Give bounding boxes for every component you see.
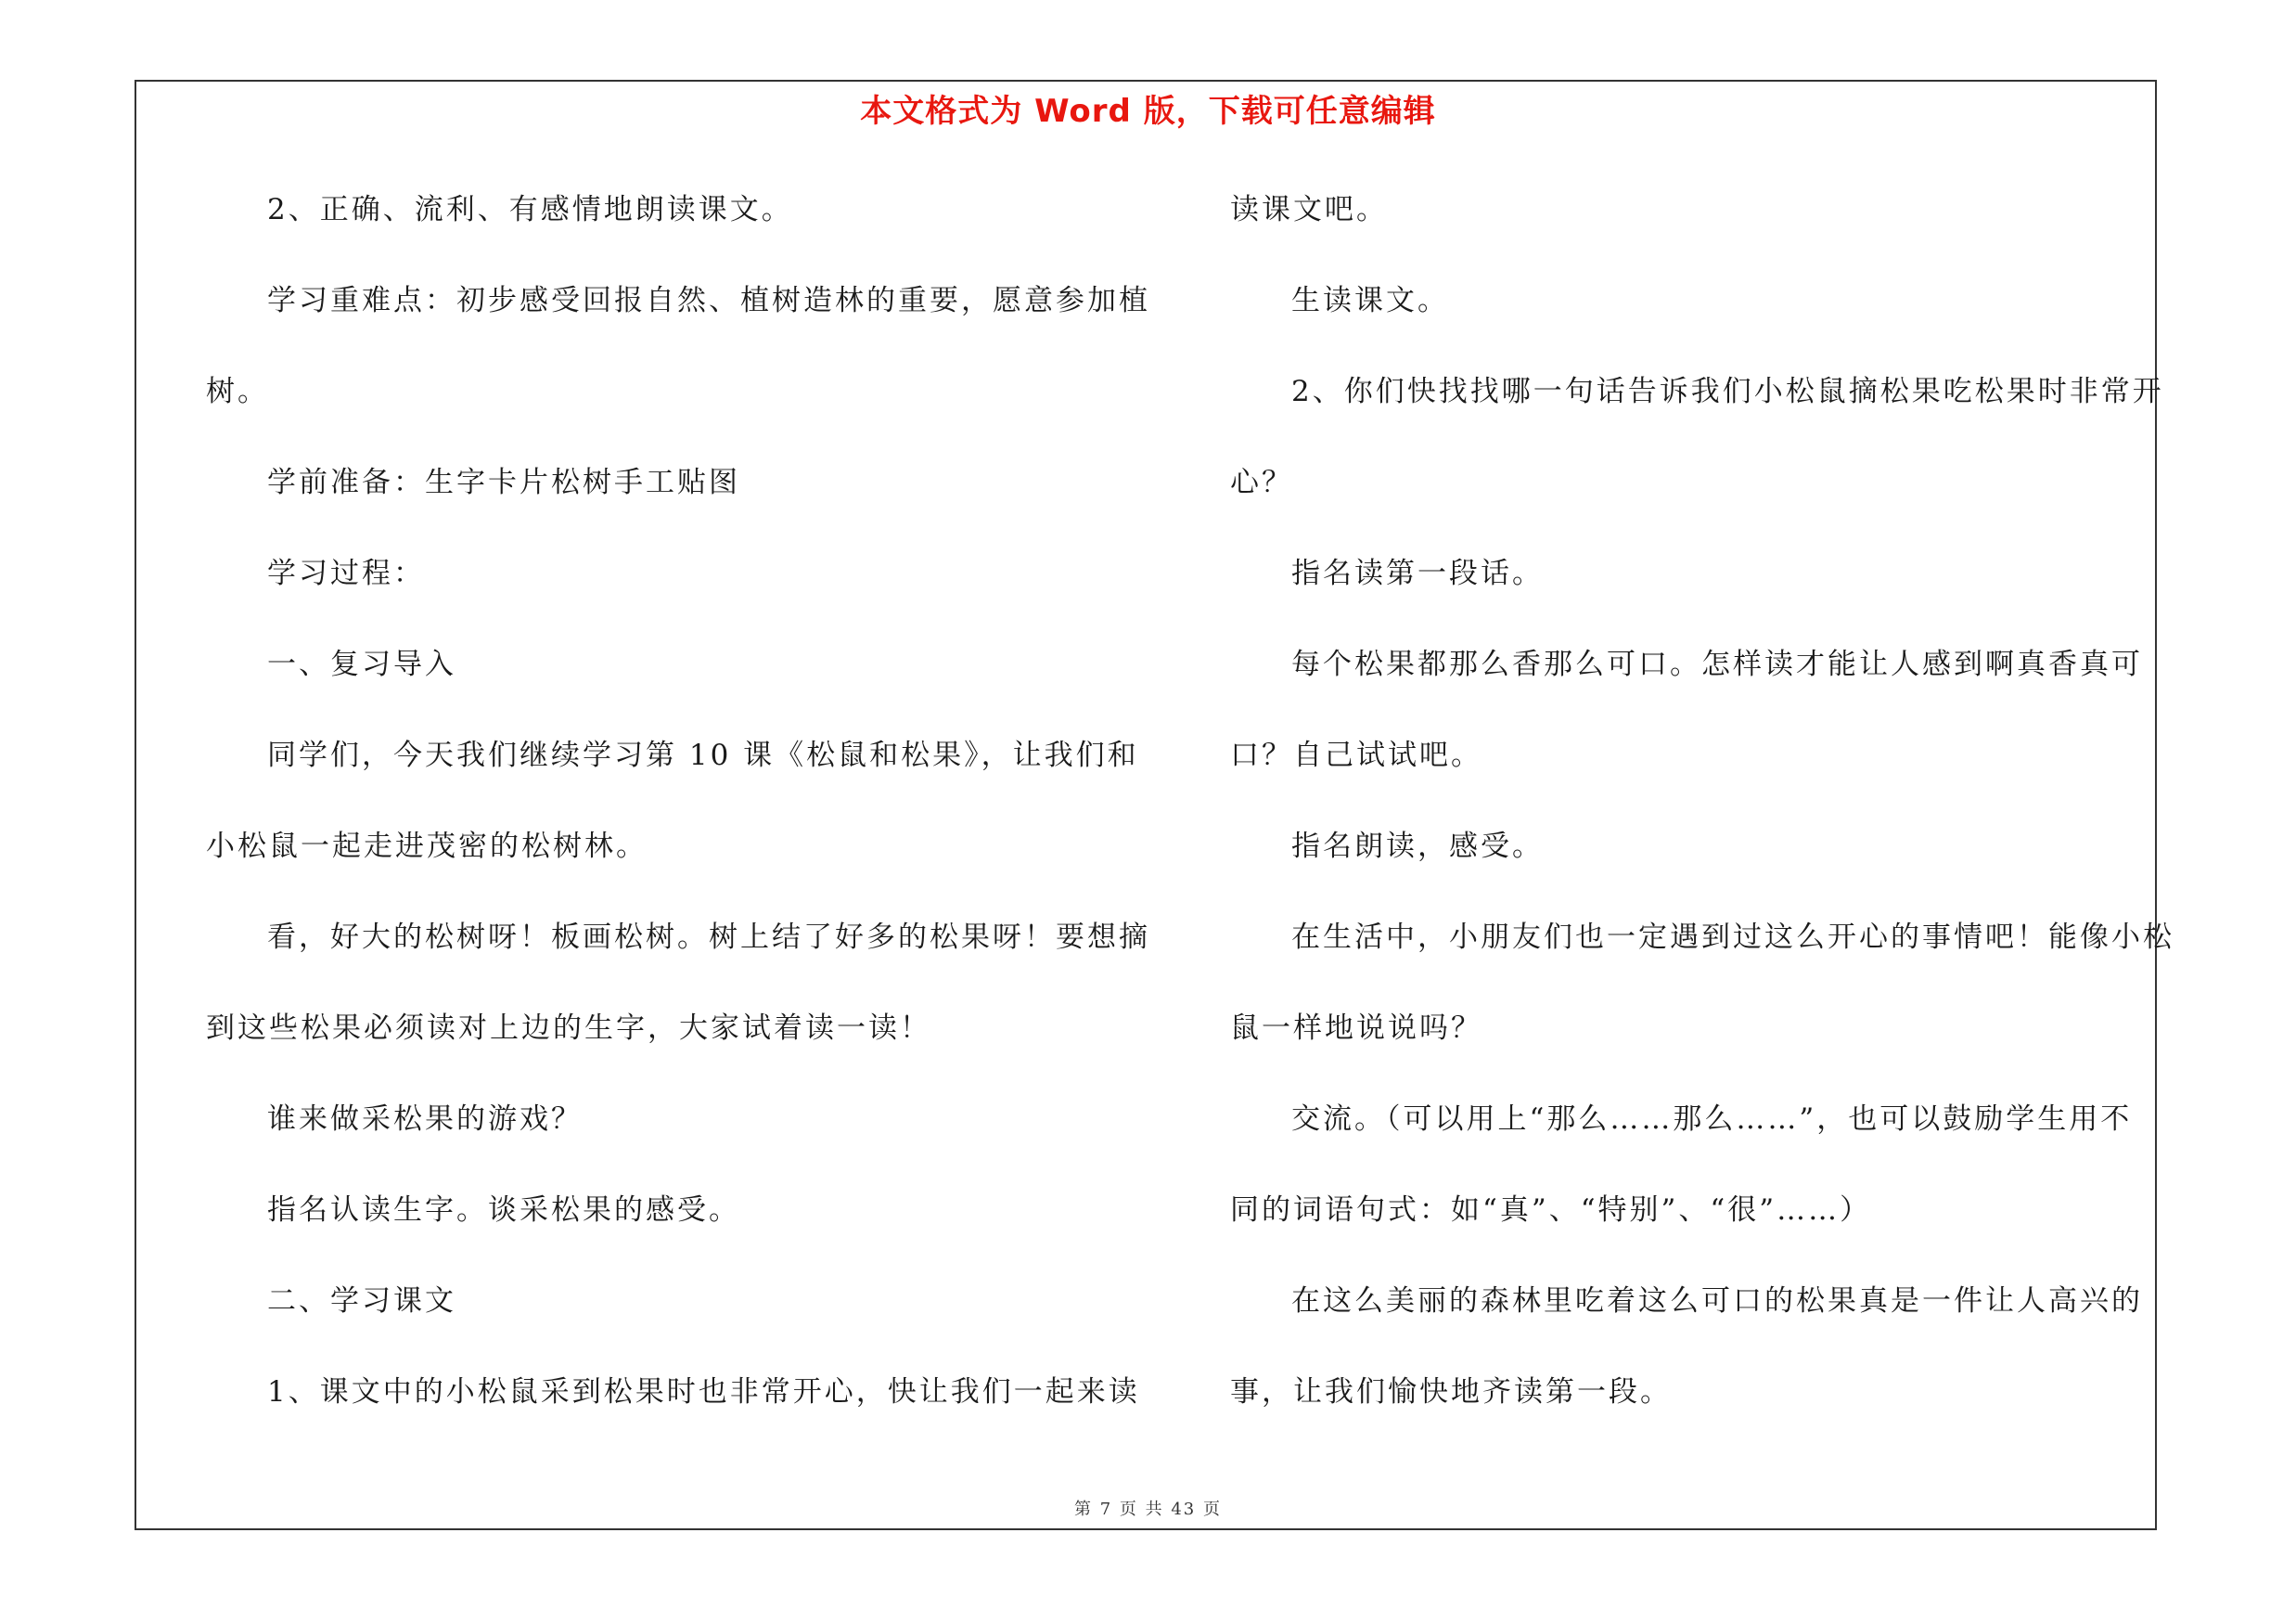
text-line: 小松鼠一起走进茂密的松树林。 (206, 830, 648, 863)
text-line: 到这些松果必须读对上边的生字，大家试着读一读！ (206, 1011, 931, 1045)
text-line: 生读课文。 (1291, 284, 1449, 317)
text-line: 指名认读生字。谈采松果的感受。 (267, 1193, 740, 1227)
text-line: 2、正确、流利、有感情地朗读课文。 (267, 193, 793, 226)
text-line: 同学们，今天我们继续学习第 10 课《松鼠和松果》，让我们和 (267, 739, 1139, 772)
text-line: 口？自己试试吧。 (1230, 739, 1482, 772)
text-line: 一、复习导入 (267, 648, 456, 681)
text-line: 鼠一样地说说吗？ (1230, 1011, 1482, 1045)
text-line: 心？ (1230, 466, 1293, 499)
text-line: 交流。（可以用上“那么……那么……”，也可以鼓励学生用不 (1291, 1102, 2133, 1136)
text-line: 学习重难点：初步感受回报自然、植树造林的重要，愿意参加植 (267, 284, 1150, 317)
text-line: 在这么美丽的森林里吃着这么可口的松果真是一件让人高兴的 (1291, 1284, 2143, 1318)
text-line: 每个松果都那么香那么可口。怎样读才能让人感到啊真香真可 (1291, 648, 2143, 681)
text-line: 学前准备：生字卡片松树手工贴图 (267, 466, 740, 499)
right-column (1230, 187, 2174, 1460)
text-line: 事，让我们愉快地齐读第一段。 (1230, 1375, 1672, 1409)
text-line: 指名读第一段话。 (1291, 557, 1544, 590)
text-line: 看，好大的松树呀！板画松树。树上结了好多的松果呀！要想摘 (267, 921, 1150, 954)
text-line: 树。 (206, 375, 269, 408)
left-column (206, 187, 1150, 1460)
text-line: 1、课文中的小松鼠采到松果时也非常开心，快让我们一起来读 (267, 1375, 1140, 1409)
page-number-footer: 第 7 页 共 43 页 (1074, 1500, 1222, 1519)
text-line: 同的词语句式：如“真”、“特别”、“很”……） (1230, 1193, 1872, 1227)
text-line: 指名朗读，感受。 (1291, 830, 1544, 863)
text-line: 谁来做采松果的游戏？ (267, 1102, 583, 1136)
text-line: 二、学习课文 (267, 1284, 456, 1318)
text-line: 在生活中，小朋友们也一定遇到过这么开心的事情吧！能像小松 (1291, 921, 2174, 954)
text-line: 2、你们快找找哪一句话告诉我们小松鼠摘松果吃松果时非常开 (1291, 375, 2164, 408)
text-line: 学习过程： (267, 557, 425, 590)
text-line: 读课文吧。 (1230, 193, 1388, 226)
word-format-banner: 本文格式为 Word 版，下载可任意编辑 (860, 93, 1436, 130)
